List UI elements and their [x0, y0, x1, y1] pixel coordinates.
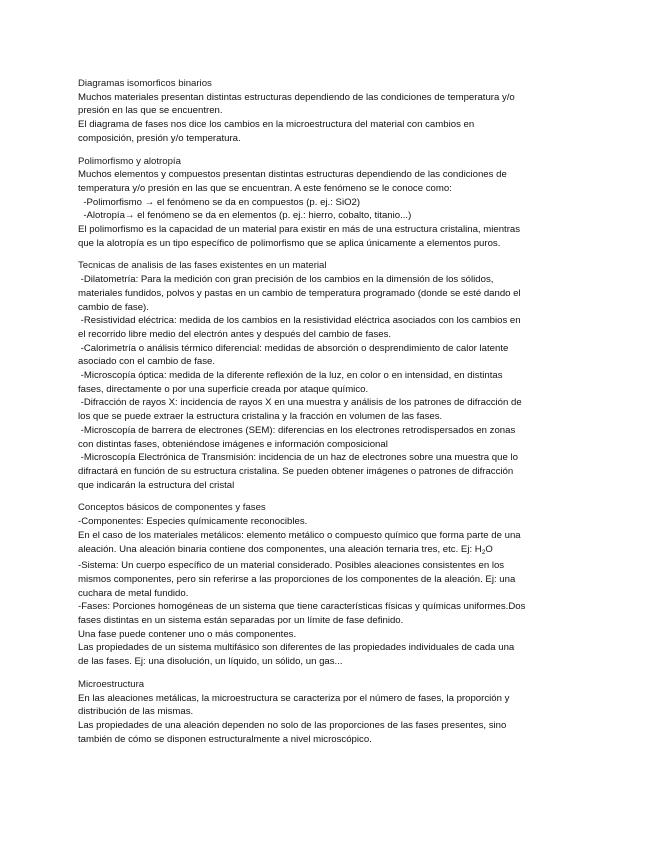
- text-line: aleación. Una aleación binaria contiene dos componentes, una aleación ternaria tres, etc. Ej: H: [78, 543, 482, 555]
- text-line: que indicarán la estructura del cristal: [78, 479, 235, 491]
- section-polimorfismo: [78, 155, 578, 251]
- section-heading: Polimorfismo y alotropía: [78, 155, 181, 167]
- text-line: -Polimorfismo → el fenómeno se da en compuestos (p. ej.: SiO2): [78, 196, 361, 208]
- text-line: presión en las que se encuentren.: [78, 105, 223, 117]
- section-tecnicas: [78, 259, 578, 492]
- text-line: -Sistema: Un cuerpo específico de un material considerado. Posibles aleaciones consistentes en los: [78, 560, 505, 572]
- text-line: -Difracción de rayos X: incidencia de rayos X en una muestra y análisis de los patrones de difracción de: [78, 397, 522, 409]
- text-line: Muchos materiales presentan distintas estructuras dependiendo de las condiciones de temperatura y/o: [78, 91, 515, 103]
- text-line: fases, directamente o por una superficie creada por ataque químico.: [78, 383, 369, 395]
- text-line: cambio de fase).: [78, 301, 149, 313]
- text-line-formula: [78, 543, 578, 560]
- text-line: cuchara de metal fundido.: [78, 587, 189, 599]
- text-line: -Componentes: Especies químicamente reconocibles.: [78, 516, 308, 528]
- text-line: también de cómo se disponen estructuralmente a nivel microscópico.: [78, 733, 372, 745]
- text-line: Muchos elementos y compuestos presentan distintas estructuras dependiendo de las condiciones de: [78, 169, 507, 181]
- section-conceptos: [78, 501, 578, 668]
- text-line: materiales fundidos, polvos y pastas en un cambio de temperatura programado (donde se esté dando el: [78, 287, 521, 299]
- text-line: Una fase puede contener uno o más componentes.: [78, 628, 297, 640]
- text-line: Las propiedades de una aleación dependen no solo de las proporciones de las fases presentes, sino: [78, 719, 507, 731]
- section-heading: Conceptos básicos de componentes y fases: [78, 502, 266, 514]
- text-line: En el caso de los materiales metálicos: elemento metálico o compuesto químico que forma parte de una: [78, 529, 521, 541]
- section-heading: Microestructura: [78, 678, 145, 690]
- text-line: -Microscopía óptica: medida de la diferente reflexión de la luz, en color o en intensidad, en distintas: [78, 370, 503, 382]
- text-line: El polimorfismo es la capacidad de un material para existir en más de una estructura cristalina, mientras: [78, 224, 521, 236]
- text-line: fases distintas en un sistema están separadas por un límite de fase definido.: [78, 615, 404, 627]
- text-line: En las aleaciones metálicas, la microestructura se caracteriza por el número de fases, la proporción y: [78, 692, 510, 704]
- text-line: Las propiedades de un sistema multifásico son diferentes de las propiedades individuales de cada una: [78, 642, 515, 654]
- text-line: temperatura y/o presión en las que se encuentran. A este fenómeno se le conoce como:: [78, 182, 452, 194]
- text-line: distribución de las mismas.: [78, 706, 194, 718]
- document-body: [78, 77, 578, 746]
- text-line: mismos componentes, pero sin referirse a las proporciones de los componentes de la aleación. Ej: una: [78, 573, 516, 585]
- section-microestructura: [78, 678, 578, 747]
- text-line: los que se puede extraer la estructura cristalina y la fracción en volumen de las fases.: [78, 411, 443, 423]
- text-line: difractará en función de su estructura cristalina. Se pueden obtener imágenes o patrones de difracción: [78, 465, 514, 477]
- section-isomorficos: [78, 77, 578, 146]
- text-line: -Alotropía→ el fenómeno se da en elementos (p. ej.: hierro, cobalto, titanio...): [78, 210, 412, 222]
- section-heading: Diagramas isomorficos binarios: [78, 78, 212, 89]
- text-line: el recorrido libre medio del electrón antes y después del cambio de fases.: [78, 328, 392, 340]
- formula-subscript: 2: [481, 548, 486, 556]
- text-line: asociado con el cambio de fase.: [78, 356, 216, 368]
- text-line: -Calorimetría o análisis térmico diferencial: medidas de absorción o desprendimiento de calor latente: [78, 342, 509, 354]
- text-line: composición, presión y/o temperatura.: [78, 132, 241, 144]
- text-line: de las fases. Ej: una disolución, un líquido, un sólido, un gas...: [78, 656, 343, 668]
- section-heading: Tecnicas de analisis de las fases existentes en un material: [78, 260, 327, 272]
- text-line: con distintas fases, obteniéndose imágenes e información composicional: [78, 438, 388, 450]
- text-line: que la alotropía es un tipo específico de polimorfismo que se aplica únicamente a elementos puros.: [78, 237, 501, 249]
- text-line: -Fases: Porciones homogéneas de un sistema que tiene características físicas y químicas uniformes.Dos: [78, 601, 526, 613]
- formula-tail: O: [485, 543, 493, 555]
- text-line: -Dilatometría: Para la medición con gran precisión de los cambios en la dimensión de los sólidos,: [78, 274, 494, 286]
- text-line: -Microscopía de barrera de electrones (SEM): diferencias en los electrones retrodispersados en zonas: [78, 424, 516, 436]
- text-line: -Resistividad eléctrica: medida de los cambios en la resistividad eléctrica asociados con los cambios en: [78, 315, 521, 327]
- text-line: -Microscopía Electrónica de Transmisión: incidencia de un haz de electrones sobre una muestra que lo: [78, 452, 518, 464]
- text-line: El diagrama de fases nos dice los cambios en la microestructura del material con cambios en: [78, 119, 475, 131]
